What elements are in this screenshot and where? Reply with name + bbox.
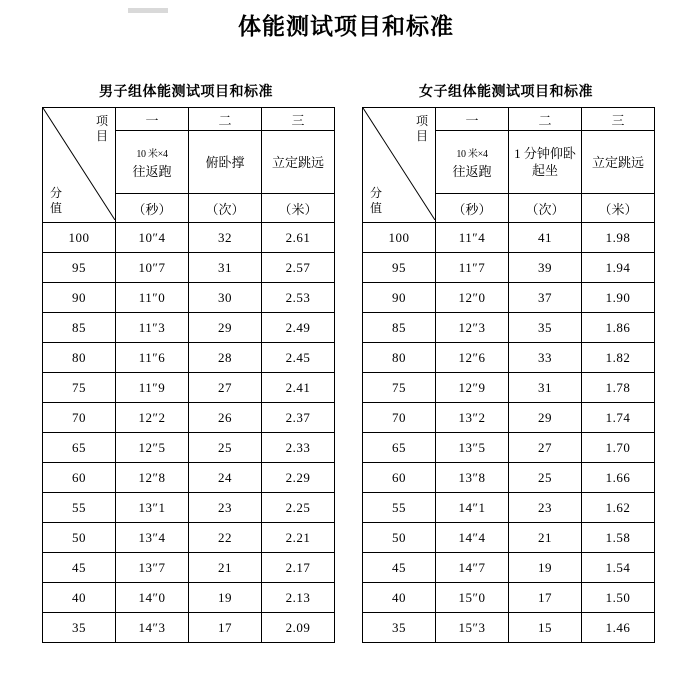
- table-header-corner-row: [43, 108, 335, 131]
- score-cell: 55: [43, 493, 116, 523]
- value-cell-3: 1.50: [582, 583, 655, 613]
- womens-col1-name-big: 往返跑: [452, 164, 492, 179]
- table-row: [43, 343, 335, 373]
- score-cell: 80: [363, 343, 436, 373]
- value-cell-3: 2.37: [262, 403, 335, 433]
- score-cell: 55: [363, 493, 436, 523]
- mens-col3-unit: （米）: [262, 194, 335, 223]
- score-cell: 100: [363, 223, 436, 253]
- score-cell: 65: [43, 433, 116, 463]
- value-cell-2: 25: [509, 463, 582, 493]
- value-cell-1: 15″3: [436, 613, 509, 643]
- mens-col2-name: 俯卧撑: [189, 131, 262, 194]
- mens-standards-table: [42, 107, 335, 643]
- womens-col2-number: 二: [509, 108, 582, 131]
- value-cell-3: 2.29: [262, 463, 335, 493]
- page-top-artifact: [128, 8, 168, 13]
- mens-col3-number: 三: [262, 108, 335, 131]
- value-cell-2: 29: [509, 403, 582, 433]
- table-row: [363, 313, 655, 343]
- score-cell: 35: [363, 613, 436, 643]
- table-row: [43, 553, 335, 583]
- value-cell-2: 22: [189, 523, 262, 553]
- score-cell: 65: [363, 433, 436, 463]
- value-cell-2: 17: [189, 613, 262, 643]
- value-cell-2: 26: [189, 403, 262, 433]
- value-cell-3: 2.13: [262, 583, 335, 613]
- value-cell-3: 2.09: [262, 613, 335, 643]
- table-row: [43, 283, 335, 313]
- score-cell: 45: [43, 553, 116, 583]
- value-cell-3: 2.57: [262, 253, 335, 283]
- table-row: [43, 523, 335, 553]
- table-row: [363, 583, 655, 613]
- value-cell-1: 12″5: [116, 433, 189, 463]
- value-cell-2: 41: [509, 223, 582, 253]
- value-cell-1: 14″7: [436, 553, 509, 583]
- value-cell-2: 27: [509, 433, 582, 463]
- value-cell-2: 25: [189, 433, 262, 463]
- table-row: [363, 343, 655, 373]
- value-cell-1: 13″1: [116, 493, 189, 523]
- value-cell-3: 1.62: [582, 493, 655, 523]
- score-cell: 40: [43, 583, 116, 613]
- score-cell: 75: [43, 373, 116, 403]
- value-cell-2: 31: [189, 253, 262, 283]
- value-cell-2: 33: [509, 343, 582, 373]
- value-cell-1: 11″3: [116, 313, 189, 343]
- value-cell-3: 2.25: [262, 493, 335, 523]
- mens-col2-number: 二: [189, 108, 262, 131]
- value-cell-3: 2.61: [262, 223, 335, 253]
- value-cell-3: 1.82: [582, 343, 655, 373]
- womens-col3-name: 立定跳远: [582, 131, 655, 194]
- value-cell-1: 11″0: [116, 283, 189, 313]
- table-row: [43, 463, 335, 493]
- score-cell: 80: [43, 343, 116, 373]
- table-row: [43, 613, 335, 643]
- value-cell-1: 13″5: [436, 433, 509, 463]
- value-cell-1: 11″6: [116, 343, 189, 373]
- value-cell-1: 13″7: [116, 553, 189, 583]
- table-row: [363, 463, 655, 493]
- value-cell-3: 2.49: [262, 313, 335, 343]
- value-cell-3: 1.78: [582, 373, 655, 403]
- page-title: 体能测试项目和标准: [238, 13, 454, 39]
- corner-col-label: 分 值: [49, 186, 62, 215]
- value-cell-1: 12″9: [436, 373, 509, 403]
- value-cell-3: 1.86: [582, 313, 655, 343]
- value-cell-2: 35: [509, 313, 582, 343]
- value-cell-2: 21: [189, 553, 262, 583]
- value-cell-3: 1.98: [582, 223, 655, 253]
- womens-col1-name-small: 10 米×4: [456, 149, 488, 160]
- value-cell-3: 2.17: [262, 553, 335, 583]
- value-cell-3: 1.58: [582, 523, 655, 553]
- value-cell-2: 23: [189, 493, 262, 523]
- value-cell-3: 1.90: [582, 283, 655, 313]
- table-row: [43, 373, 335, 403]
- table-row: [363, 523, 655, 553]
- value-cell-3: 1.70: [582, 433, 655, 463]
- womens-standards-table: [362, 107, 655, 643]
- value-cell-3: 1.66: [582, 463, 655, 493]
- score-cell: 50: [363, 523, 436, 553]
- womens-col2-unit: （次）: [509, 194, 582, 223]
- mens-col1-name-small: 10 米×4: [136, 149, 168, 160]
- table-row: [43, 583, 335, 613]
- table-row: [363, 613, 655, 643]
- table-row: [363, 553, 655, 583]
- score-cell: 50: [43, 523, 116, 553]
- value-cell-2: 28: [189, 343, 262, 373]
- value-cell-2: 31: [509, 373, 582, 403]
- value-cell-2: 30: [189, 283, 262, 313]
- value-cell-3: 1.74: [582, 403, 655, 433]
- table-row: [363, 283, 655, 313]
- corner-header-cell: [43, 108, 116, 223]
- womens-table-caption: 女子组体能测试项目和标准: [419, 83, 593, 99]
- value-cell-3: 1.54: [582, 553, 655, 583]
- corner-header-cell: [363, 108, 436, 223]
- corner-row-label: 项 目: [95, 114, 108, 143]
- value-cell-1: 12″0: [436, 283, 509, 313]
- value-cell-2: 17: [509, 583, 582, 613]
- score-cell: 40: [363, 583, 436, 613]
- value-cell-1: 11″4: [436, 223, 509, 253]
- value-cell-1: 13″2: [436, 403, 509, 433]
- score-cell: 60: [363, 463, 436, 493]
- table-row: [43, 403, 335, 433]
- corner-row-label: 项 目: [415, 114, 428, 143]
- score-cell: 35: [43, 613, 116, 643]
- mens-col2-unit: （次）: [189, 194, 262, 223]
- value-cell-3: 1.94: [582, 253, 655, 283]
- table-row: [43, 253, 335, 283]
- tables-container: [0, 81, 692, 643]
- value-cell-2: 15: [509, 613, 582, 643]
- value-cell-3: 2.53: [262, 283, 335, 313]
- table-row: [43, 223, 335, 253]
- value-cell-2: 29: [189, 313, 262, 343]
- score-cell: 95: [363, 253, 436, 283]
- mens-table-block: [42, 81, 330, 643]
- value-cell-1: 12″2: [116, 403, 189, 433]
- table-row: [363, 433, 655, 463]
- value-cell-3: 1.46: [582, 613, 655, 643]
- value-cell-2: 39: [509, 253, 582, 283]
- table-row: [363, 223, 655, 253]
- table-header-corner-row: [363, 108, 655, 131]
- score-cell: 100: [43, 223, 116, 253]
- table-row: [363, 493, 655, 523]
- value-cell-3: 2.21: [262, 523, 335, 553]
- table-row: [43, 433, 335, 463]
- value-cell-1: 12″3: [436, 313, 509, 343]
- mens-table-caption: 男子组体能测试项目和标准: [99, 83, 273, 99]
- score-cell: 60: [43, 463, 116, 493]
- score-cell: 45: [363, 553, 436, 583]
- value-cell-1: 12″8: [116, 463, 189, 493]
- value-cell-2: 19: [509, 553, 582, 583]
- value-cell-3: 2.45: [262, 343, 335, 373]
- womens-col3-unit: （米）: [582, 194, 655, 223]
- value-cell-1: 14″4: [436, 523, 509, 553]
- value-cell-2: 27: [189, 373, 262, 403]
- value-cell-2: 24: [189, 463, 262, 493]
- value-cell-3: 2.33: [262, 433, 335, 463]
- value-cell-3: 2.41: [262, 373, 335, 403]
- score-cell: 85: [363, 313, 436, 343]
- mens-col1-name: [116, 131, 189, 194]
- corner-col-label: 分 值: [369, 186, 382, 215]
- value-cell-1: 11″7: [436, 253, 509, 283]
- value-cell-1: 14″1: [436, 493, 509, 523]
- value-cell-1: 13″4: [116, 523, 189, 553]
- mens-col1-name-big: 往返跑: [132, 164, 172, 179]
- womens-table-block: [362, 81, 650, 643]
- value-cell-2: 23: [509, 493, 582, 523]
- table-row: [363, 373, 655, 403]
- value-cell-1: 14″0: [116, 583, 189, 613]
- mens-col1-number: 一: [116, 108, 189, 131]
- score-cell: 90: [43, 283, 116, 313]
- value-cell-2: 19: [189, 583, 262, 613]
- womens-col1-unit: （秒）: [436, 194, 509, 223]
- value-cell-2: 32: [189, 223, 262, 253]
- score-cell: 75: [363, 373, 436, 403]
- value-cell-1: 14″3: [116, 613, 189, 643]
- mens-col1-unit: （秒）: [116, 194, 189, 223]
- table-row: [363, 403, 655, 433]
- value-cell-2: 21: [509, 523, 582, 553]
- table-row: [363, 253, 655, 283]
- score-cell: 95: [43, 253, 116, 283]
- score-cell: 70: [363, 403, 436, 433]
- value-cell-1: 12″6: [436, 343, 509, 373]
- womens-col1-name: [436, 131, 509, 194]
- score-cell: 85: [43, 313, 116, 343]
- mens-col3-name: 立定跳远: [262, 131, 335, 194]
- score-cell: 70: [43, 403, 116, 433]
- value-cell-1: 10″4: [116, 223, 189, 253]
- table-row: [43, 313, 335, 343]
- value-cell-2: 37: [509, 283, 582, 313]
- value-cell-1: 15″0: [436, 583, 509, 613]
- table-row: [43, 493, 335, 523]
- value-cell-1: 10″7: [116, 253, 189, 283]
- womens-col1-number: 一: [436, 108, 509, 131]
- value-cell-1: 13″8: [436, 463, 509, 493]
- score-cell: 90: [363, 283, 436, 313]
- womens-col3-number: 三: [582, 108, 655, 131]
- womens-col2-name: 1 分钟仰卧起坐: [509, 131, 582, 194]
- value-cell-1: 11″9: [116, 373, 189, 403]
